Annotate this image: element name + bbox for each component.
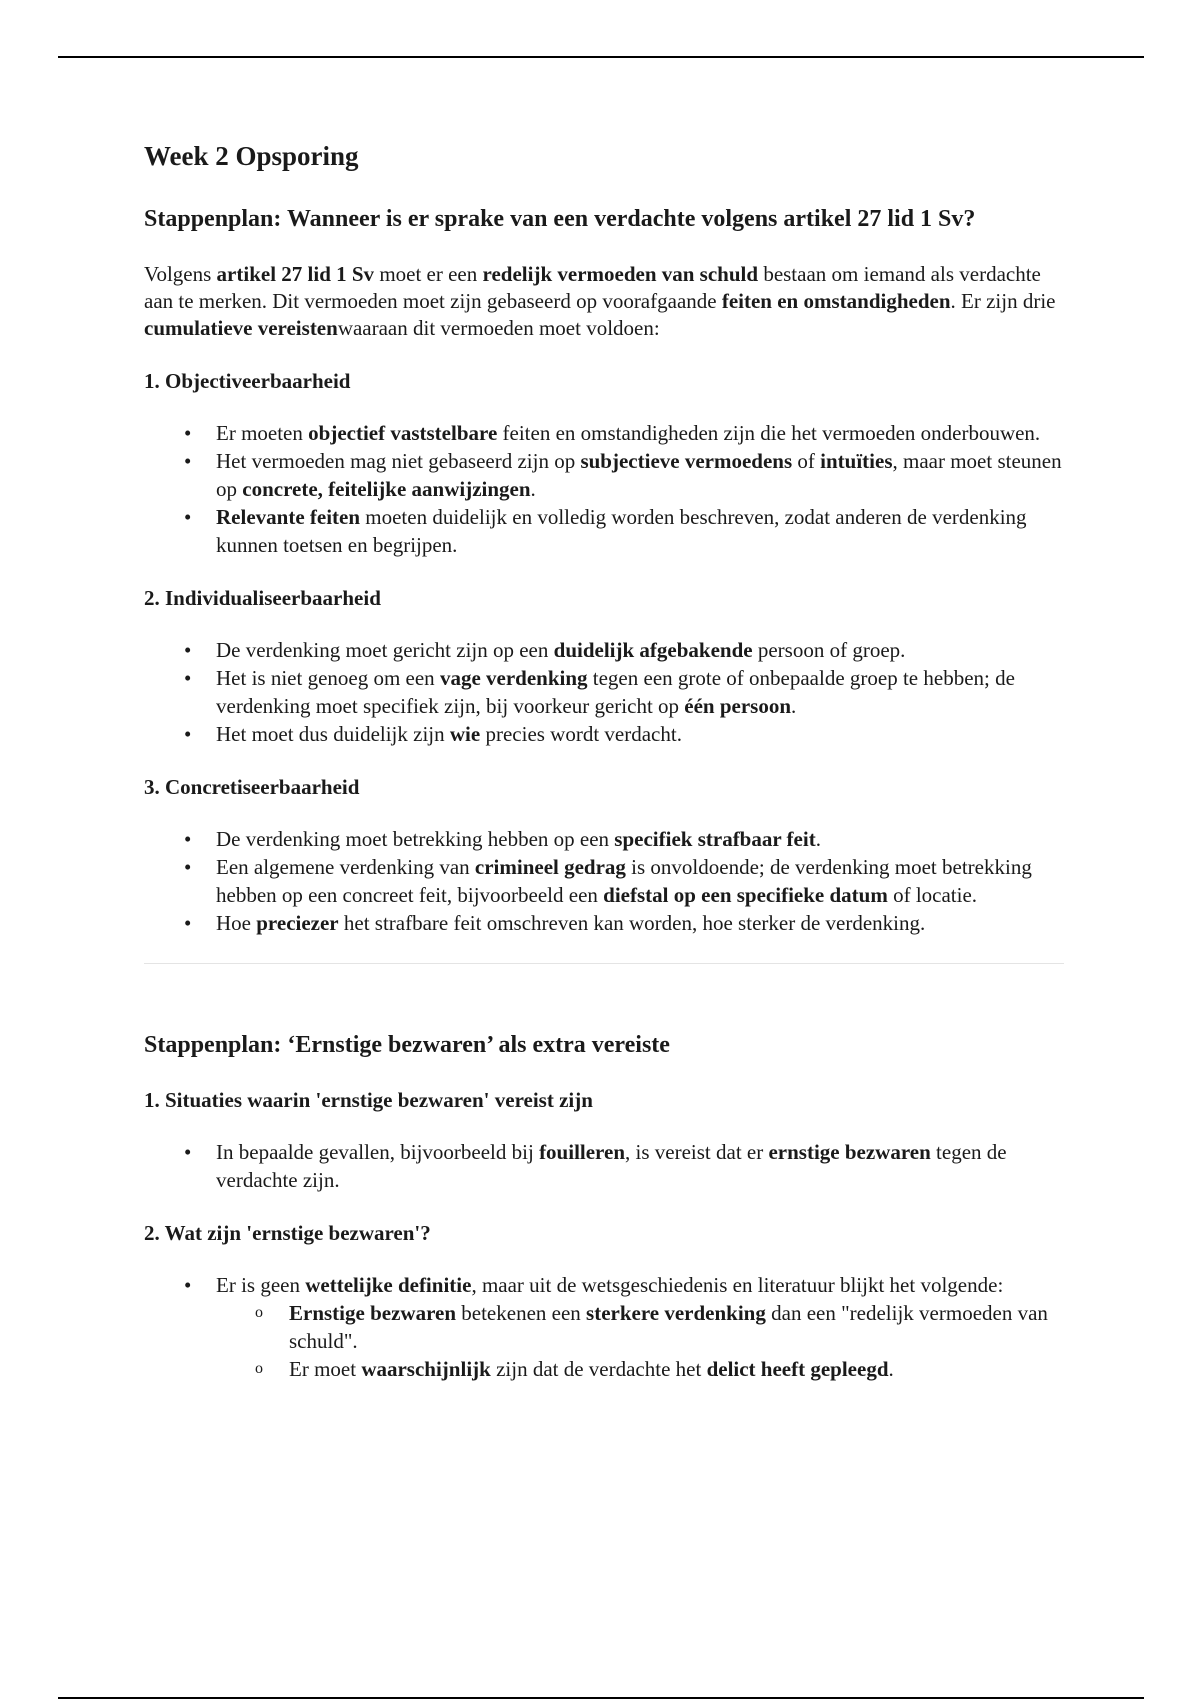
ernstige-bezwaren-list [144, 1271, 1064, 1383]
section1-title: Stappenplan: Wanneer is er sprake van een verdachte volgens artikel 27 lid 1 Sv? [144, 205, 976, 232]
section1-intro: Volgens artikel 27 lid 1 Sv moet er een redelijk vermoeden van schuld bestaan om iemand als verdachte aan te merken. Dit vermoeden moet zijn gebaseerd op voorafgaande feiten en omstandigheden. Er zijn drie cumulatieve vereistenwaaraan dit vermoeden moet voldoen: [144, 261, 1056, 340]
list-item: • Het is niet genoeg om een vage verdenking tegen een grote of onbepaalde groep te hebben; de verdenking moet specifiek zijn, bij voorkeur gericht op één persoon. [144, 664, 1064, 720]
ernstige-bezwaren-heading: 2. Wat zijn 'ernstige bezwaren'? [144, 1221, 431, 1246]
individualiseerbaarheid-heading: 2. Individualiseerbaarheid [144, 585, 381, 610]
document-body [144, 140, 1064, 1409]
concretiseerbaarheid-list [144, 825, 1064, 937]
list-item: • Er moeten objectief vaststelbare feiten en omstandigheden zijn die het vermoeden onderbouwen. [144, 419, 1064, 447]
list-item: • Relevante feiten moeten duidelijk en volledig worden beschreven, zodat anderen de verdenking kunnen toetsen en begrijpen. [144, 503, 1064, 559]
sub-list-item: o Ernstige bezwaren betekenen een sterkere verdenking dan een "redelijk vermoeden van schuld". [216, 1299, 1064, 1355]
objectiveerbaarheid-list [144, 419, 1064, 559]
list-item: • Het vermoeden mag niet gebaseerd zijn op subjectieve vermoedens of intuïties, maar moet steunen op concrete, feitelijke aanwijzingen. [144, 447, 1064, 503]
bottom-rule [58, 1697, 1144, 1699]
sub-list-item: o Er moet waarschijnlijk zijn dat de verdachte het delict heeft gepleegd. [216, 1355, 1064, 1383]
concretiseerbaarheid-heading: 3. Concretiseerbaarheid [144, 774, 360, 799]
list-item: • Hoe preciezer het strafbare feit omschreven kan worden, hoe sterker de verdenking. [144, 909, 1064, 937]
individualiseerbaarheid-list [144, 636, 1064, 748]
list-item: • De verdenking moet betrekking hebben op een specifiek strafbaar feit. [144, 825, 1064, 853]
top-rule [58, 56, 1144, 58]
situaties-list [144, 1138, 1064, 1194]
document-title: Week 2 Opsporing [144, 141, 359, 171]
list-item: • Een algemene verdenking van crimineel gedrag is onvoldoende; de verdenking moet betrekking hebben op een concreet feit, bijvoorbeeld een diefstal op een specifieke datum of locatie. [144, 853, 1064, 909]
list-item: • In bepaalde gevallen, bijvoorbeeld bij fouilleren, is vereist dat er ernstige bezwaren tegen de verdachte zijn. [144, 1138, 1064, 1194]
section2-title: Stappenplan: ‘Ernstige bezwaren’ als extra vereiste [144, 1031, 670, 1058]
objectiveerbaarheid-heading: 1. Objectiveerbaarheid [144, 368, 351, 393]
list-item: • Het moet dus duidelijk zijn wie precies wordt verdacht. [144, 720, 1064, 748]
situaties-heading: 1. Situaties waarin 'ernstige bezwaren' vereist zijn [144, 1088, 593, 1113]
section-divider [144, 963, 1064, 964]
list-item: • Er is geen wettelijke definitie, maar uit de wetsgeschiedenis en literatuur blijkt het volgende: o Ernstige bezwaren betekenen een sterkere verdenking dan een "redelijk vermoeden van schuld". o Er moet waarschijnlijk zijn dat de verdachte het delict heeft gepleegd. [144, 1271, 1064, 1383]
sub-list [216, 1299, 1064, 1383]
list-item: • De verdenking moet gericht zijn op een duidelijk afgebakende persoon of groep. [144, 636, 1064, 664]
